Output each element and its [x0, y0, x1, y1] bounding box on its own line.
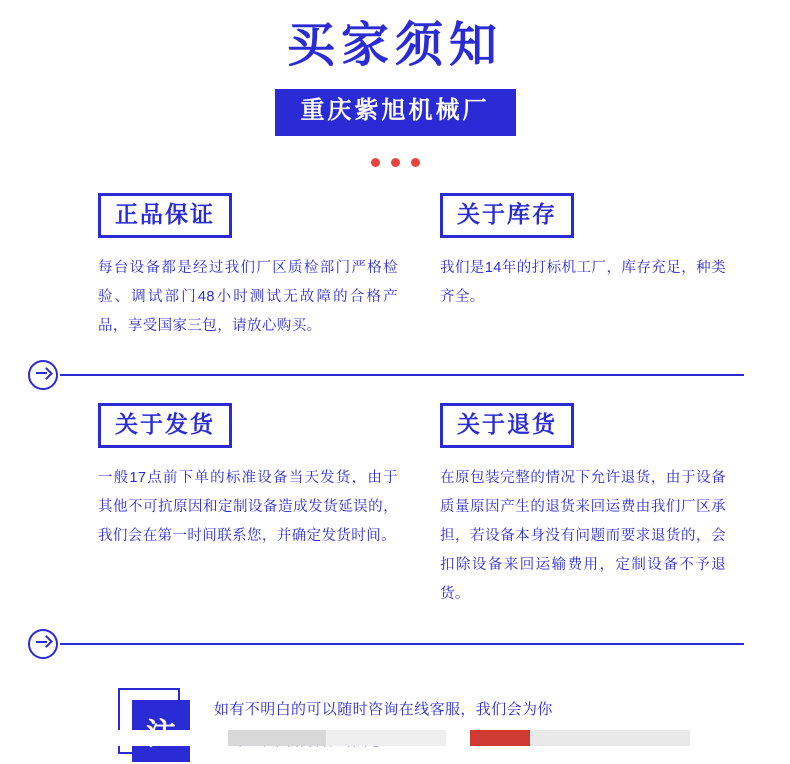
dot-icon [411, 158, 420, 167]
strip-segment [326, 730, 446, 746]
section-text: 一般17点前下单的标准设备当天发货，由于其他不可抗原因和定制设备造成发货延误的，我们会在第一时间联系您，并确定发货时间。 [98, 470, 398, 545]
page-header [0, 0, 790, 167]
arrow-right-icon [28, 360, 58, 390]
note-badge [118, 688, 192, 764]
section-text: 我们是14年的打标机工厂，库存充足，种类齐全。 [440, 259, 726, 305]
strip-segment [228, 730, 326, 746]
section-tag: 关于库存 [440, 193, 574, 238]
arrow-divider [28, 624, 744, 664]
dot-separator [0, 158, 790, 167]
notice-block-stock [438, 193, 744, 356]
section-text: 每台设备都是经过我们厂区质检部门严格检验、调试部门48小时测试无故障的合格产品，享受国家三包，请放心购买。 [98, 259, 398, 334]
notice-block-returns [438, 403, 744, 624]
notice-grid-row-2 [0, 403, 790, 624]
section-text: 在原包装完整的情况下允许退货，由于设备质量原因产生的退货来回运费由我们厂区承担，若设备本身没有问题而要求退货的，会扣除设备来回运输费用，定制设备不予退货。 [440, 470, 726, 603]
note-text-line-1: 如有不明白的可以随时咨询在线客服，我们会为你 [214, 700, 553, 718]
notice-block-shipping [98, 403, 438, 624]
bottom-strip [0, 730, 790, 746]
section-tag: 关于退货 [440, 403, 574, 448]
arrow-right-icon [28, 629, 58, 659]
section-tag: 正品保证 [98, 193, 232, 238]
dot-icon [371, 158, 380, 167]
footer-note [0, 688, 790, 764]
notice-block-quality [98, 193, 438, 356]
strip-segment-red [470, 730, 530, 746]
note-text [214, 688, 553, 757]
dot-icon [391, 158, 400, 167]
subtitle-wrapper [0, 89, 790, 135]
divider-line [60, 374, 744, 376]
section-tag: 关于发货 [98, 403, 232, 448]
divider-line [60, 643, 744, 645]
company-badge: 重庆紫旭机械厂 [275, 89, 516, 135]
notice-grid-row-1 [0, 193, 790, 356]
page-title: 买家须知 [286, 19, 503, 72]
arrow-divider [28, 355, 744, 395]
strip-segment [530, 730, 690, 746]
